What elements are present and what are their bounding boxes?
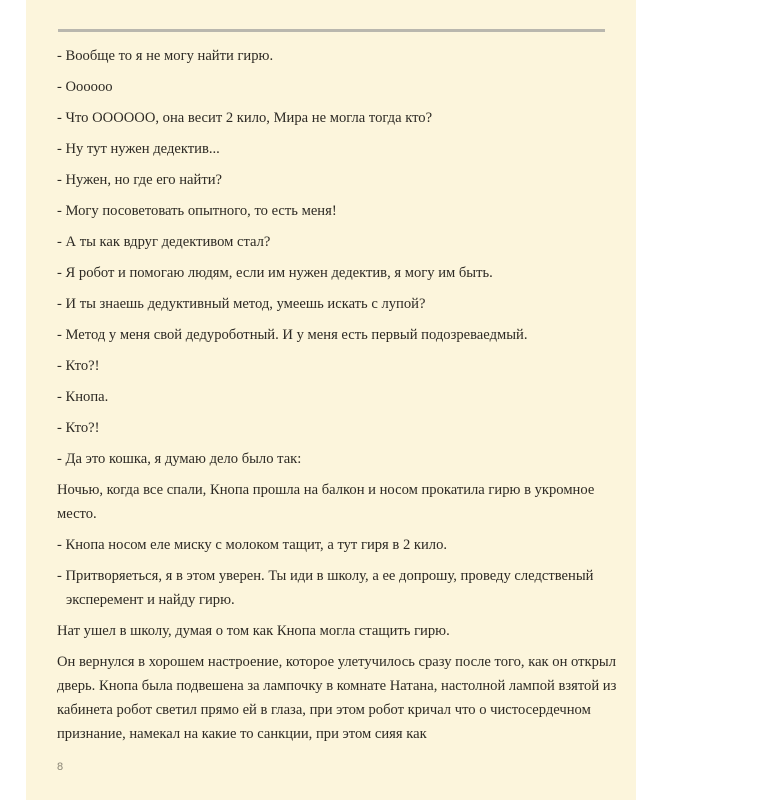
page-number: 8 <box>57 761 64 773</box>
top-rule <box>58 29 605 32</box>
dialogue-line: - Ну тут нужен дедектив... <box>57 141 220 157</box>
dialogue-line: - Могу посоветовать опытного, то есть меня! <box>57 203 337 219</box>
dialogue-line: - Я робот и помогаю людям, если им нужен дедектив, я могу им быть. <box>57 265 493 281</box>
narration-paragraph: Нат ушел в школу, думая о том как Кнопа могла стащить гирю. <box>57 623 450 639</box>
dialogue-line: - Оооооо <box>57 79 113 95</box>
narration-paragraph: Он вернулся в хорошем настроение, которое улетучилось сразу после того, как он открыл дверь. Кнопа была подвешена за лампочку в комнате Натана, настолной лампой взятой из кабинета робот светил прямо ей в глаза, при этом робот кричал что о чистосердечном признание, намекал на какие то санкции, при этом сияя как <box>57 654 617 742</box>
dialogue-line: - А ты как вдруг дедективом стал? <box>57 234 271 250</box>
dialogue-line: - Что ОООООО, она весит 2 кило, Мира не могла тогда кто? <box>57 110 433 126</box>
dialogue-line: - И ты знаешь дедуктивный метод, умеешь искать с лупой? <box>57 296 426 312</box>
narration-paragraph: Ночью, когда все спали, Кнопа прошла на балкон и носом прокатила гирю в укромное место. <box>57 482 595 522</box>
dialogue-line: - Кто?! <box>57 358 100 374</box>
dialogue-line: - Кто?! <box>57 420 100 436</box>
dialogue-line: - Да это кошка, я думаю дело было так: <box>57 451 302 467</box>
dialogue-line: - Кнопа. <box>57 389 109 405</box>
dialogue-line: - Притворяеться, я в этом уверен. Ты иди в школу, а ее допрошу, проведу следственый эксперемент и найду гирю. <box>57 568 594 608</box>
dialogue-line: - Кнопа носом еле миску с молоком тащит, а тут гиря в 2 кило. <box>57 537 448 553</box>
book-page <box>26 0 636 800</box>
page-text <box>57 44 617 753</box>
dialogue-line: - Нужен, но где его найти? <box>57 172 222 188</box>
dialogue-line: - Вообще то я не могу найти гирю. <box>57 48 274 64</box>
dialogue-line: - Метод у меня свой дедуроботный. И у меня есть первый подозреваедмый. <box>57 327 528 343</box>
